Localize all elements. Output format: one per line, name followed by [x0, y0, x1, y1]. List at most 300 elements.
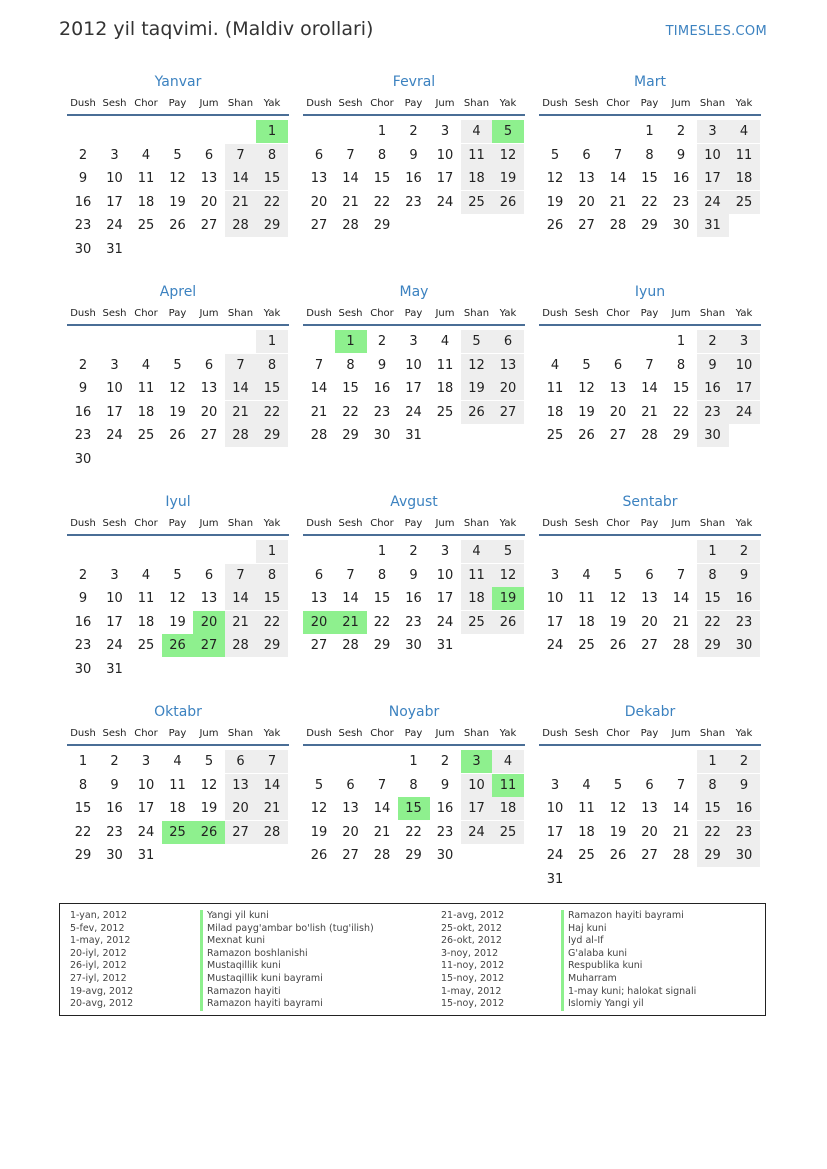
day-cell: 4 [492, 750, 524, 773]
day-cell: 11 [169, 777, 186, 793]
day-cell: 25 [137, 428, 155, 444]
day-cell: 27 [342, 848, 359, 864]
day-cell: 15 [373, 591, 391, 607]
day-cell: 28 [342, 638, 359, 654]
holiday-name: Milad payg'ambar bo'lish (tug'ilish) [200, 923, 374, 936]
day-cell: 14 [342, 171, 359, 187]
weekday-label: Pay [640, 518, 659, 529]
holiday-name: Haj kuni [561, 923, 696, 936]
month-name: Aprel [159, 284, 197, 300]
day-cell: 24 [546, 848, 564, 864]
holiday-day-cell: 21 [335, 611, 367, 634]
day-cell: 5 [492, 540, 524, 563]
day-cell: 25 [578, 848, 595, 864]
weekday-label: Sesh [102, 308, 127, 319]
month-name: Avgust [390, 494, 438, 510]
day-cell: 23 [106, 824, 123, 840]
day-cell: 27 [641, 638, 658, 654]
header-rule [303, 114, 525, 116]
day-cell: 8 [78, 777, 88, 793]
day-cell: 16 [106, 801, 123, 817]
weekday-header [539, 308, 761, 322]
day-cell: 6 [346, 777, 355, 793]
day-cell: 14 [672, 591, 690, 607]
day-cell: 1 [78, 754, 88, 769]
day-cell: 8 [697, 774, 729, 797]
header-rule [303, 324, 525, 326]
weekday-label: Shan [463, 308, 490, 319]
day-cell: 22 [342, 404, 359, 420]
day-cell: 28 [609, 218, 627, 234]
day-cell: 19 [200, 801, 218, 817]
day-cell: 12 [578, 381, 595, 397]
day-cell: 9 [676, 147, 686, 163]
holiday-date: 1-may, 2012 [441, 985, 502, 997]
weekday-label: Sesh [102, 98, 127, 109]
month-name: Sentabr [622, 494, 678, 510]
month-name: Noyabr [388, 704, 440, 720]
day-cell: 14 [609, 171, 627, 187]
day-cell: 1 [377, 124, 387, 139]
weekday-label: Yak [499, 728, 517, 739]
day-cell: 9 [110, 777, 119, 793]
day-cell: 18 [137, 194, 155, 210]
day-cell: 23 [74, 638, 92, 654]
weekday-label: Shan [699, 308, 726, 319]
day-cell: 11 [461, 564, 493, 587]
day-cell: 23 [74, 218, 92, 234]
day-cell: 25 [436, 404, 454, 420]
day-cell: 19 [609, 824, 627, 840]
weekday-label: Jum [671, 308, 691, 319]
day-cell: 7 [256, 750, 288, 773]
holiday-date: 1-may, 2012 [70, 935, 131, 947]
day-cell: 23 [373, 404, 391, 420]
day-cell: 2 [78, 357, 88, 373]
day-cell: 29 [641, 218, 658, 234]
day-cell: 12 [200, 777, 218, 793]
day-cell: 1 [645, 124, 654, 139]
day-cell: 15 [672, 381, 690, 397]
day-cell: 29 [697, 844, 729, 867]
day-cell: 1 [377, 544, 387, 559]
holiday-names-col-2 [561, 910, 696, 1011]
day-cell: 14 [225, 587, 257, 610]
day-cell: 24 [546, 638, 564, 654]
day-cell: 27 [200, 428, 218, 444]
day-cell: 17 [405, 381, 422, 397]
weekday-label: Chor [606, 518, 630, 529]
day-cell: 12 [461, 354, 493, 377]
day-cell: 15 [74, 801, 92, 817]
day-cell: 25 [137, 638, 155, 654]
weekday-label: Chor [370, 308, 394, 319]
day-cell: 4 [728, 120, 760, 143]
day-cell: 11 [461, 144, 493, 167]
day-cell: 8 [377, 567, 387, 583]
day-cell: 13 [225, 774, 257, 797]
day-cell: 24 [106, 428, 123, 444]
day-cell: 9 [377, 357, 387, 373]
weekday-label: Chor [606, 728, 630, 739]
day-cell: 13 [200, 591, 218, 607]
day-cell: 12 [169, 171, 186, 187]
day-cell: 17 [546, 824, 564, 840]
holiday-date: 3-noy, 2012 [441, 947, 499, 959]
weekday-label: Sesh [338, 98, 363, 109]
day-cell: 11 [137, 381, 155, 397]
day-cell: 14 [342, 591, 359, 607]
day-cell: 6 [204, 147, 214, 163]
day-cell: 21 [672, 614, 690, 630]
day-cell: 4 [582, 567, 591, 583]
day-cell: 28 [672, 638, 690, 654]
weekday-label: Chor [370, 98, 394, 109]
weekday-label: Jum [199, 728, 219, 739]
holiday-date: 27-iyl, 2012 [70, 972, 127, 984]
holiday-day-cell: 1 [335, 330, 367, 353]
holiday-name: Ramazon hayiti bayrami [561, 910, 696, 923]
day-cell: 5 [582, 357, 591, 373]
day-cell: 24 [106, 638, 123, 654]
day-cell: 26 [492, 611, 524, 634]
day-cell: 30 [728, 844, 760, 867]
day-cell: 26 [169, 218, 186, 234]
day-cell: 20 [641, 824, 658, 840]
day-cell: 21 [225, 191, 257, 214]
weekday-label: Pay [404, 518, 423, 529]
holiday-date: 19-avg, 2012 [70, 985, 134, 997]
weekday-label: Jum [671, 98, 691, 109]
day-cell: 12 [492, 564, 524, 587]
day-cell: 3 [550, 567, 560, 583]
day-cell: 5 [204, 754, 214, 769]
day-cell: 6 [582, 147, 591, 163]
day-cell: 6 [204, 357, 214, 373]
day-cell: 19 [169, 194, 186, 210]
day-cell: 30 [74, 662, 92, 677]
day-cell: 21 [672, 824, 690, 840]
day-cell: 10 [405, 357, 422, 373]
day-cell: 10 [546, 801, 564, 817]
day-cell: 18 [137, 614, 155, 630]
day-cell: 28 [225, 424, 257, 447]
day-cell: 2 [78, 567, 88, 583]
weekday-label: Pay [404, 308, 423, 319]
holiday-date: 15-noy, 2012 [441, 972, 505, 984]
weekday-label: Shan [463, 518, 490, 529]
day-cell: 28 [256, 821, 288, 844]
day-cell: 26 [492, 191, 524, 214]
day-cell: 25 [546, 428, 564, 444]
day-cell: 12 [310, 801, 328, 817]
day-cell: 20 [492, 377, 524, 400]
day-cell: 30 [106, 848, 123, 864]
holiday-day-cell: 26 [193, 821, 225, 844]
header-rule [67, 324, 289, 326]
day-cell: 17 [728, 377, 760, 400]
day-cell: 7 [225, 564, 257, 587]
day-cell: 4 [440, 334, 450, 349]
day-cell: 16 [405, 591, 422, 607]
day-cell: 19 [578, 404, 595, 420]
day-cell: 26 [310, 848, 328, 864]
weekday-label: Yak [263, 308, 281, 319]
day-cell: 15 [256, 587, 288, 610]
header-rule [303, 534, 525, 536]
day-cell: 21 [609, 194, 627, 210]
weekday-label: Jum [199, 518, 219, 529]
holiday-name: Ramazon hayiti bayrami [200, 998, 374, 1011]
weekday-label: Sesh [574, 308, 599, 319]
day-cell: 17 [461, 797, 493, 820]
day-cell: 8 [697, 564, 729, 587]
weekday-label: Sesh [574, 98, 599, 109]
weekday-label: Sesh [574, 518, 599, 529]
day-cell: 17 [106, 614, 123, 630]
day-cell: 3 [697, 120, 729, 143]
day-cell: 22 [405, 824, 422, 840]
day-cell: 23 [728, 821, 760, 844]
holiday-dates-col-2 [441, 910, 504, 1011]
day-cell: 28 [342, 218, 359, 234]
day-cell: 26 [578, 428, 595, 444]
day-cell: 11 [578, 591, 595, 607]
day-cell: 15 [697, 587, 729, 610]
day-cell: 21 [225, 401, 257, 424]
day-cell: 7 [645, 357, 654, 373]
day-cell: 1 [256, 330, 288, 353]
weekday-label: Pay [168, 308, 187, 319]
day-cell: 26 [461, 401, 493, 424]
day-cell: 4 [141, 147, 151, 163]
day-cell: 14 [225, 167, 257, 190]
weekday-label: Dush [542, 728, 568, 739]
day-cell: 8 [256, 564, 288, 587]
day-cell: 18 [169, 801, 186, 817]
weekday-header [539, 728, 761, 742]
day-cell: 16 [728, 587, 760, 610]
day-cell: 21 [225, 611, 257, 634]
day-cell: 3 [728, 330, 760, 353]
day-cell: 8 [409, 777, 418, 793]
weekday-label: Yak [499, 518, 517, 529]
brand-link[interactable]: TIMESLES.COM [665, 24, 767, 39]
weekday-label: Dush [70, 98, 96, 109]
day-cell: 18 [728, 167, 760, 190]
day-cell: 24 [137, 824, 155, 840]
day-cell: 29 [672, 428, 690, 444]
day-cell: 25 [137, 218, 155, 234]
holiday-names-col-1 [200, 910, 374, 1011]
weekday-label: Yak [735, 728, 753, 739]
day-cell: 15 [641, 171, 658, 187]
day-cell: 9 [728, 564, 760, 587]
day-cell: 9 [409, 147, 418, 163]
day-cell: 18 [578, 614, 595, 630]
day-cell: 7 [225, 354, 257, 377]
day-cell: 26 [609, 848, 627, 864]
weekday-header [303, 728, 525, 742]
day-cell: 23 [74, 428, 92, 444]
day-cell: 18 [461, 587, 493, 610]
day-cell: 4 [173, 754, 182, 769]
weekday-header [303, 308, 525, 322]
day-cell: 2 [440, 754, 450, 769]
weekday-label: Jum [435, 728, 455, 739]
holiday-name: Mexnat kuni [200, 935, 374, 948]
weekday-label: Jum [435, 308, 455, 319]
weekday-label: Chor [134, 98, 158, 109]
day-cell: 4 [550, 357, 560, 373]
day-cell: 24 [436, 614, 454, 630]
day-cell: 2 [728, 540, 760, 563]
day-cell: 21 [641, 404, 658, 420]
day-cell: 2 [377, 334, 387, 349]
day-cell: 19 [310, 824, 328, 840]
day-cell: 31 [405, 428, 422, 444]
weekday-label: Yak [263, 728, 281, 739]
weekday-label: Dush [542, 518, 568, 529]
day-cell: 24 [697, 191, 729, 214]
day-cell: 16 [405, 171, 422, 187]
header-rule [539, 324, 761, 326]
day-cell: 24 [461, 821, 493, 844]
day-cell: 9 [697, 354, 729, 377]
day-cell: 30 [436, 848, 454, 864]
holiday-name: Yangi yil kuni [200, 910, 374, 923]
day-cell: 31 [137, 848, 155, 864]
header-rule [67, 114, 289, 116]
day-cell: 31 [697, 214, 729, 237]
month-name: Fevral [392, 74, 436, 90]
weekday-label: Yak [263, 98, 281, 109]
day-cell: 10 [436, 147, 454, 163]
weekday-label: Dush [542, 98, 568, 109]
day-cell: 20 [310, 194, 328, 210]
day-cell: 19 [546, 194, 564, 210]
holiday-date: 25-okt, 2012 [441, 922, 502, 934]
day-cell: 30 [672, 218, 690, 234]
day-cell: 18 [137, 404, 155, 420]
day-cell: 23 [405, 194, 422, 210]
day-cell: 20 [609, 404, 627, 420]
day-cell: 25 [492, 821, 524, 844]
holiday-name: Iyd al-If [561, 935, 696, 948]
holiday-date: 5-fev, 2012 [70, 922, 125, 934]
day-cell: 16 [74, 614, 92, 630]
month-name: Oktabr [154, 704, 202, 720]
day-cell: 5 [173, 567, 182, 583]
weekday-header [303, 98, 525, 112]
day-cell: 22 [697, 821, 729, 844]
weekday-label: Dush [306, 308, 332, 319]
day-cell: 2 [676, 124, 686, 139]
month-name: Dekabr [624, 704, 676, 720]
day-cell: 12 [609, 801, 627, 817]
day-cell: 15 [373, 171, 391, 187]
day-cell: 11 [578, 801, 595, 817]
day-cell: 19 [609, 614, 627, 630]
day-cell: 29 [256, 214, 288, 237]
holiday-day-cell: 25 [162, 821, 194, 844]
weekday-label: Dush [70, 518, 96, 529]
weekday-header [539, 518, 761, 532]
day-cell: 10 [728, 354, 760, 377]
day-cell: 27 [200, 218, 218, 234]
holiday-name: Respublika kuni [561, 960, 696, 973]
day-cell: 29 [373, 218, 391, 234]
weekday-label: Jum [671, 728, 691, 739]
day-cell: 22 [373, 194, 391, 210]
day-cell: 27 [641, 848, 658, 864]
weekday-label: Dush [306, 728, 332, 739]
day-cell: 18 [492, 797, 524, 820]
day-cell: 3 [141, 754, 151, 769]
day-cell: 9 [440, 777, 450, 793]
day-cell: 17 [106, 404, 123, 420]
day-cell: 8 [346, 357, 355, 373]
month-name: May [399, 284, 429, 300]
weekday-label: Chor [606, 308, 630, 319]
day-cell: 20 [641, 614, 658, 630]
weekday-label: Dush [70, 728, 96, 739]
weekday-label: Shan [227, 518, 254, 529]
day-cell: 23 [436, 824, 454, 840]
day-cell: 23 [672, 194, 690, 210]
weekday-header [539, 98, 761, 112]
holiday-day-cell: 11 [492, 774, 524, 797]
day-cell: 5 [173, 357, 182, 373]
weekday-label: Sesh [574, 728, 599, 739]
day-cell: 7 [314, 357, 324, 373]
weekday-label: Yak [735, 98, 753, 109]
day-cell: 29 [373, 638, 391, 654]
day-cell: 10 [546, 591, 564, 607]
day-cell: 29 [405, 848, 422, 864]
day-cell: 24 [728, 401, 760, 424]
weekday-label: Yak [499, 98, 517, 109]
weekday-label: Pay [640, 308, 659, 319]
day-cell: 16 [74, 404, 92, 420]
day-cell: 28 [672, 848, 690, 864]
day-cell: 10 [137, 777, 155, 793]
day-cell: 6 [645, 777, 654, 793]
weekday-label: Dush [306, 98, 332, 109]
day-cell: 5 [613, 777, 623, 793]
holiday-name: G'alaba kuni [561, 948, 696, 961]
day-cell: 11 [137, 591, 155, 607]
day-cell: 21 [256, 797, 288, 820]
day-cell: 28 [225, 634, 257, 657]
day-cell: 20 [342, 824, 359, 840]
day-cell: 26 [546, 218, 564, 234]
day-cell: 29 [256, 634, 288, 657]
day-cell: 28 [225, 214, 257, 237]
day-cell: 20 [578, 194, 595, 210]
day-cell: 24 [106, 218, 123, 234]
day-cell: 13 [310, 171, 328, 187]
holiday-name: Muharram [561, 973, 696, 986]
day-cell: 17 [106, 194, 123, 210]
day-cell: 4 [461, 540, 493, 563]
day-cell: 28 [373, 848, 391, 864]
day-cell: 7 [676, 567, 686, 583]
day-cell: 2 [110, 754, 119, 769]
day-cell: 22 [256, 191, 288, 214]
day-cell: 8 [676, 357, 686, 373]
day-cell: 17 [137, 801, 155, 817]
